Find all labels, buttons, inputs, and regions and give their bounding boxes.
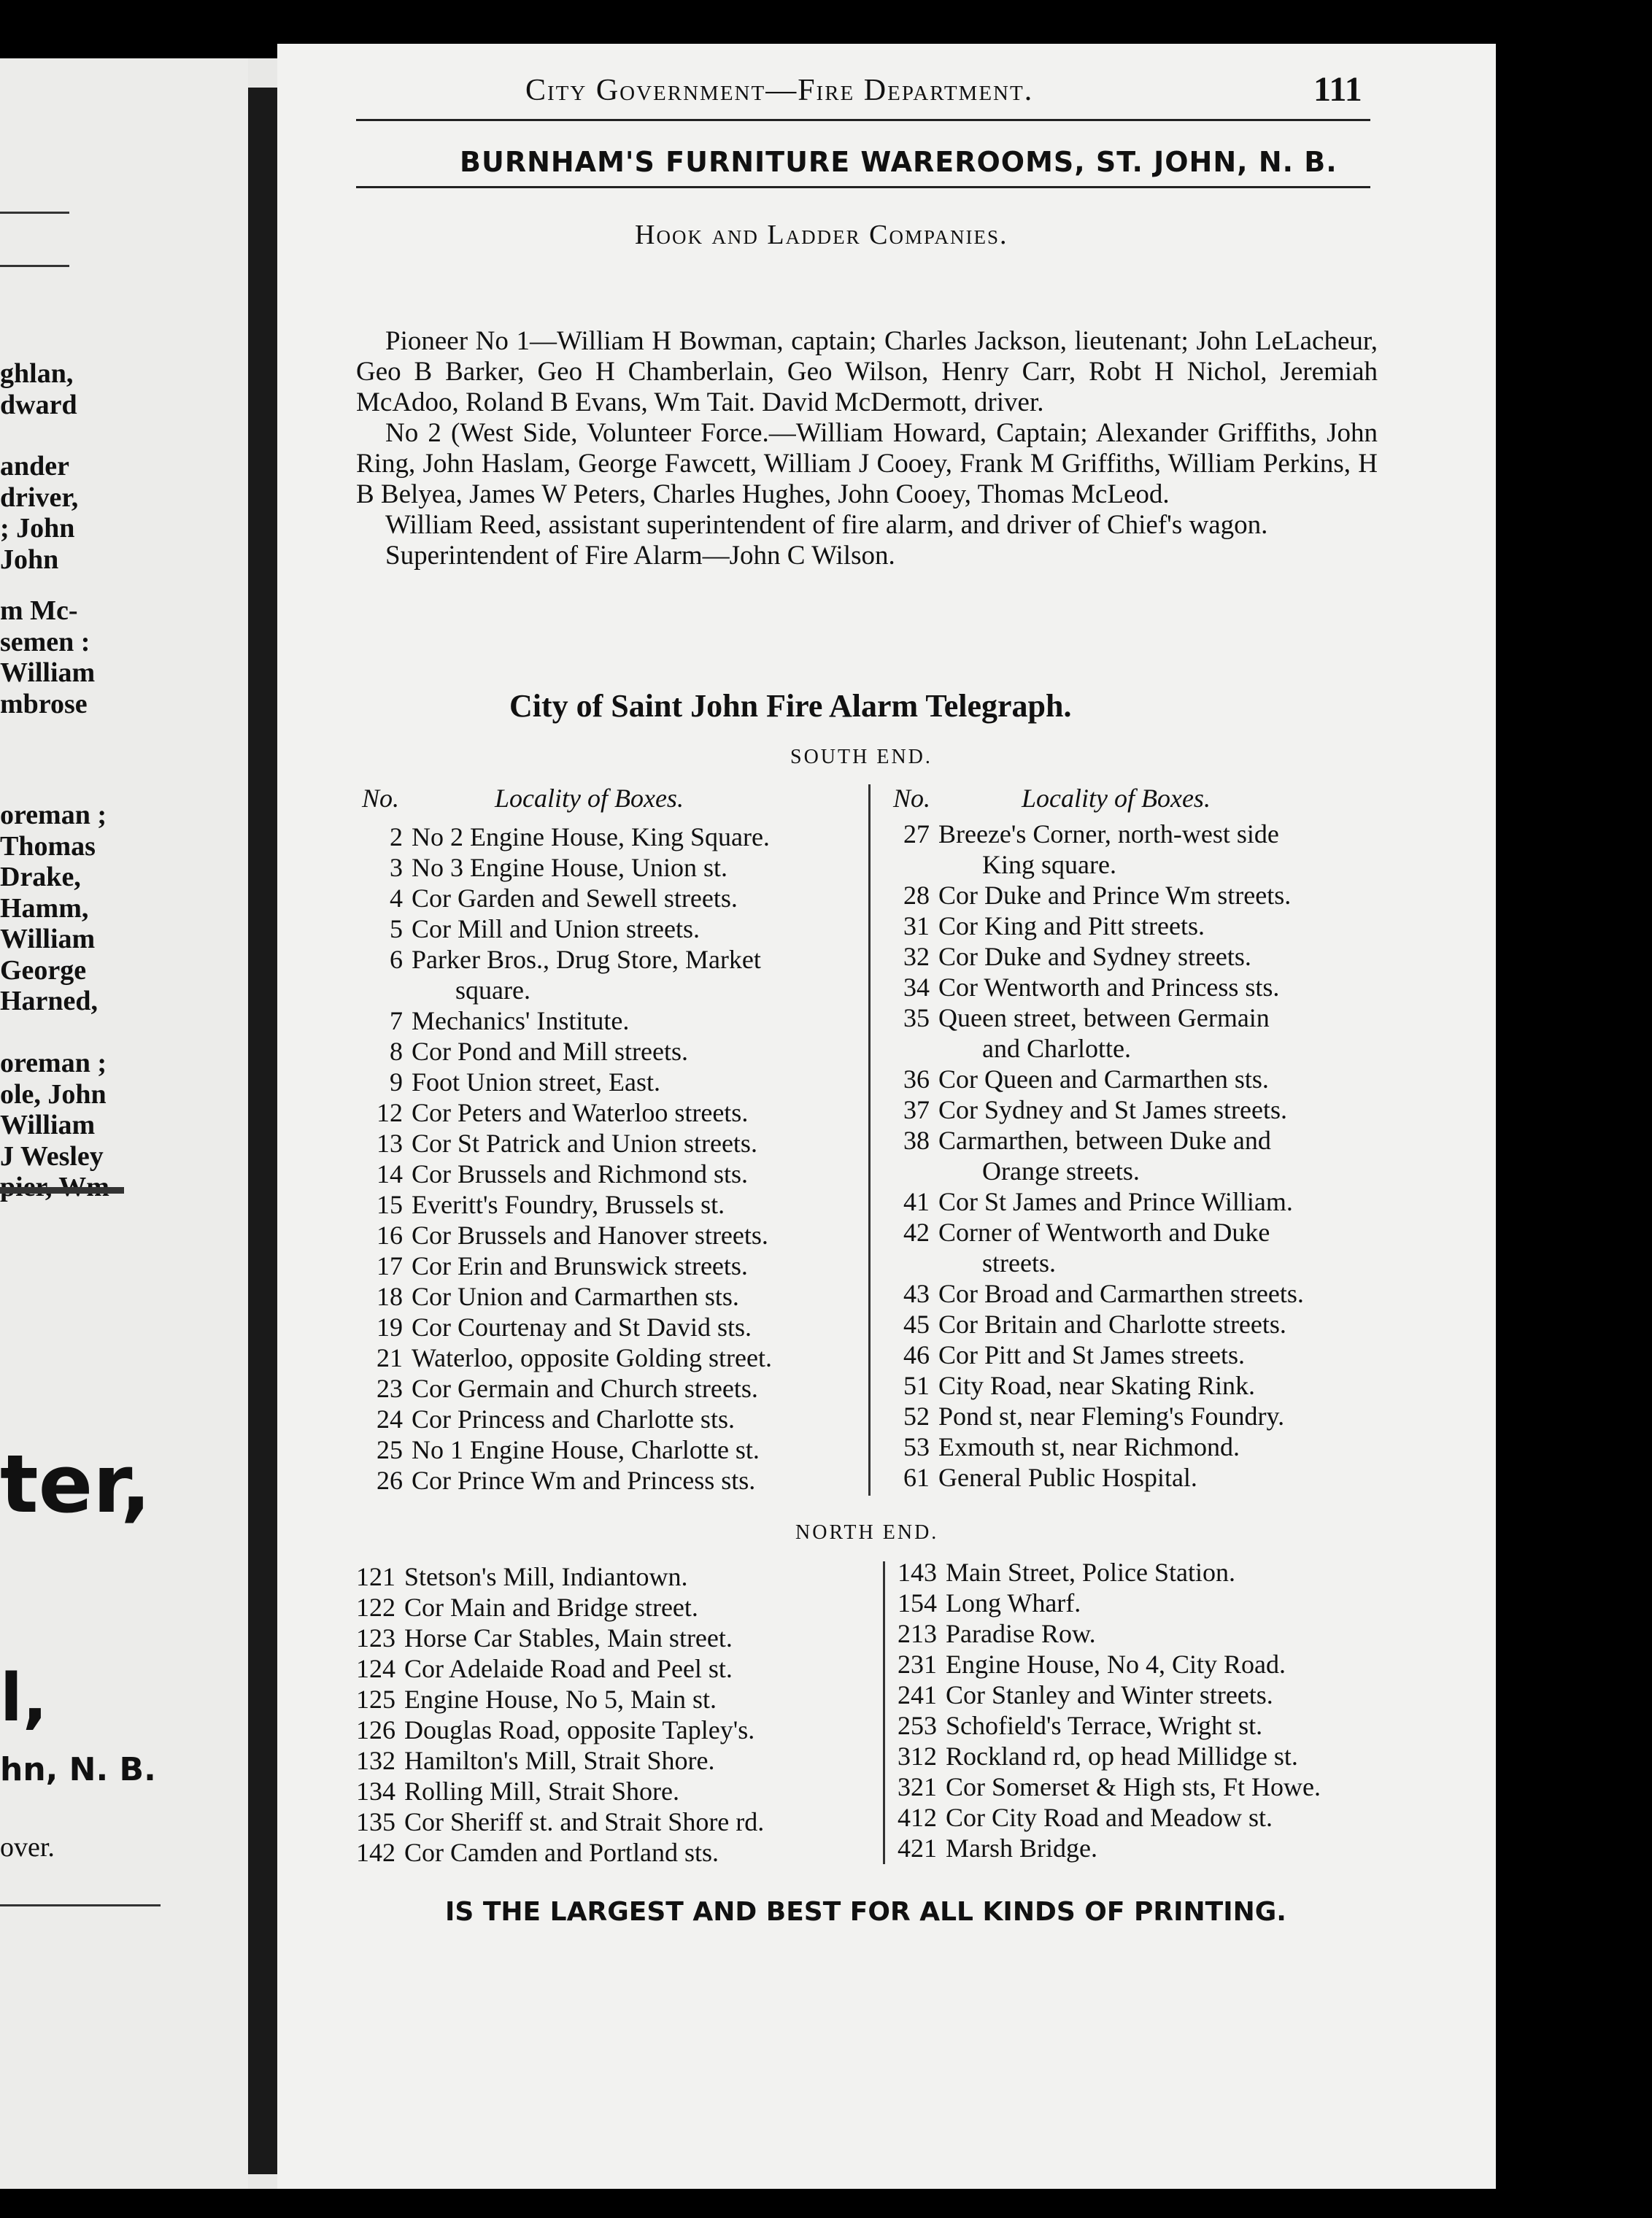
box-locality: Hamilton's Mill, Strait Shore. (404, 1746, 715, 1775)
paragraph: Superintendent of Fire Alarm—John C Wilson. (385, 541, 895, 571)
box-number: 28 (903, 881, 930, 910)
box-number: 16 (377, 1221, 403, 1250)
box-locality: Cor Germain and Church streets. (412, 1374, 758, 1403)
box-number: 321 (898, 1772, 937, 1801)
alarm-box-row (350, 1684, 764, 1715)
box-number: 13 (377, 1129, 403, 1158)
alarm-box-row (884, 941, 1304, 972)
box-number: 51 (903, 1371, 930, 1400)
box-number: 125 (356, 1685, 395, 1714)
alarm-box-row (884, 1186, 1304, 1217)
alarm-box-row (358, 944, 772, 975)
alarm-box-row (892, 1771, 1321, 1802)
alarm-box-row (358, 822, 772, 852)
alarm-box-row (884, 1340, 1304, 1370)
alarm-box-row (884, 1125, 1304, 1156)
box-number: 241 (898, 1680, 937, 1709)
col-header-no: No. (893, 784, 931, 813)
box-locality: Paradise Row. (946, 1619, 1096, 1648)
box-locality: Breeze's Corner, north-west side (938, 819, 1279, 849)
north-left-column (350, 1561, 764, 1868)
north-end-label: NORTH END. (795, 1521, 939, 1544)
alarm-box-row (358, 1036, 772, 1067)
box-locality: No 1 Engine House, Charlotte st. (412, 1435, 760, 1464)
alarm-box-row (884, 1064, 1304, 1094)
box-number: 134 (356, 1777, 395, 1806)
box-number: 31 (903, 911, 930, 940)
box-number: 231 (898, 1650, 937, 1679)
box-locality: Cor Duke and Prince Wm streets. (938, 881, 1292, 910)
left-page-fragment: oreman ; (0, 800, 107, 830)
box-number: 421 (898, 1833, 937, 1863)
box-locality: Cor Stanley and Winter streets. (946, 1680, 1273, 1709)
box-number: 126 (356, 1715, 395, 1744)
box-locality: Stetson's Mill, Indiantown. (404, 1562, 688, 1591)
left-page-rule (0, 212, 69, 214)
box-number: 142 (356, 1838, 395, 1867)
box-number: 23 (377, 1374, 403, 1403)
alarm-box-row (892, 1649, 1321, 1680)
box-locality: Cor Peters and Waterloo streets. (412, 1098, 749, 1127)
box-locality: Cor Mill and Union streets. (412, 914, 700, 943)
alarm-box-row (350, 1653, 764, 1684)
box-number: 143 (898, 1558, 937, 1587)
box-number: 15 (377, 1190, 403, 1219)
box-locality: Exmouth st, near Richmond. (938, 1432, 1240, 1461)
paragraph: Pioneer No 1—William H Bowman, captain; Charles Jackson, lieutenant; John LeLacheur, Geo B Barker, Geo H Chamberlain, Geo Wilson, Henry Carr, Robt H Nichol, Jeremiah McAdoo, Roland B Evans, Wm Tait. David McDermott, driver. (356, 326, 1378, 417)
alarm-box-row (884, 849, 1304, 880)
box-locality: King square. (982, 850, 1116, 879)
box-number (884, 1248, 938, 1278)
left-page-heavy-rule (0, 1187, 124, 1194)
alarm-box-row (884, 1462, 1304, 1493)
box-locality: Horse Car Stables, Main street. (404, 1623, 733, 1653)
alarm-box-row (358, 1373, 772, 1404)
box-locality: Cor Duke and Sydney streets. (938, 942, 1251, 971)
box-number: 37 (903, 1095, 930, 1124)
alarm-box-row (358, 1342, 772, 1373)
alarm-box-row (892, 1710, 1321, 1741)
box-locality: Cor Adelaide Road and Peel st. (404, 1654, 733, 1683)
alarm-box-row (884, 1309, 1304, 1340)
box-number: 7 (390, 1006, 403, 1035)
box-locality: Main Street, Police Station. (946, 1558, 1235, 1587)
box-locality: Cor Main and Bridge street. (404, 1593, 698, 1622)
box-locality: Pond st, near Fleming's Foundry. (938, 1402, 1285, 1431)
alarm-box-row (884, 1278, 1304, 1309)
box-number: 213 (898, 1619, 937, 1648)
box-number: 24 (377, 1404, 403, 1434)
box-number: 135 (356, 1807, 395, 1836)
alarm-box-row (350, 1715, 764, 1745)
left-page-fragment: Drake, (0, 862, 81, 892)
box-locality: Cor City Road and Meadow st. (946, 1803, 1273, 1832)
box-locality: Queen street, between Germain (938, 1003, 1270, 1032)
box-locality: Cor Camden and Portland sts. (404, 1838, 719, 1867)
left-page-fragment: John (0, 544, 59, 575)
box-number: 42 (903, 1218, 930, 1247)
box-locality: Cor St James and Prince William. (938, 1187, 1293, 1216)
alarm-box-row (350, 1623, 764, 1653)
box-locality: Cor Sydney and St James streets. (938, 1095, 1287, 1124)
alarm-box-row (358, 1220, 772, 1251)
left-page-rule (0, 1904, 161, 1906)
left-page-fragment: George (0, 955, 87, 986)
left-page-fragment: m Mc- (0, 595, 78, 626)
south-end-label: SOUTH END. (790, 746, 933, 768)
header-rule (356, 119, 1370, 121)
box-locality: Foot Union street, East. (412, 1067, 660, 1097)
box-number: 61 (903, 1463, 930, 1492)
left-page-fragment: ander (0, 451, 69, 482)
box-number: 122 (356, 1593, 395, 1622)
left-page-fragment: oreman ; (0, 1048, 107, 1078)
box-locality: Cor Britain and Charlotte streets. (938, 1310, 1286, 1339)
alarm-box-row (892, 1618, 1321, 1649)
box-locality: Cor St Patrick and Union streets. (412, 1129, 757, 1158)
box-number: 5 (390, 914, 403, 943)
alarm-box-row (358, 1312, 772, 1342)
alarm-box-row (892, 1557, 1321, 1588)
left-page-fragment: William (0, 657, 96, 688)
alarm-box-row (884, 1248, 1304, 1278)
box-locality: Cor Erin and Brunswick streets. (412, 1251, 748, 1280)
box-locality: Cor Princess and Charlotte sts. (412, 1404, 735, 1434)
box-number: 52 (903, 1402, 930, 1431)
box-locality: Cor Brussels and Richmond sts. (412, 1159, 749, 1189)
box-locality: and Charlotte. (982, 1034, 1131, 1063)
left-page-fragment: J Wesley (0, 1141, 104, 1172)
south-left-column (358, 822, 772, 1496)
box-number: 9 (390, 1067, 403, 1097)
box-locality: Marsh Bridge. (946, 1833, 1097, 1863)
alarm-box-row (358, 1251, 772, 1281)
box-number: 41 (903, 1187, 930, 1216)
alarm-box-row (358, 1067, 772, 1097)
alarm-box-row (358, 1005, 772, 1036)
left-page-ad-mid: l, (0, 1660, 48, 1736)
box-locality: Schofield's Terrace, Wright st. (946, 1711, 1263, 1740)
box-number: 46 (903, 1340, 930, 1369)
alarm-box-row (358, 1465, 772, 1496)
box-locality: Cor Sheriff st. and Strait Shore rd. (404, 1807, 765, 1836)
box-number: 25 (377, 1435, 403, 1464)
left-page-rule (0, 265, 69, 267)
box-number: 53 (903, 1432, 930, 1461)
alarm-box-row (358, 1128, 772, 1159)
left-page-fragment: ghlan, (0, 358, 74, 389)
box-number: 18 (377, 1282, 403, 1311)
running-title: City Government—Fire Department. (525, 74, 1034, 107)
box-number: 6 (390, 945, 403, 974)
box-locality: Cor Prince Wm and Princess sts. (412, 1466, 756, 1495)
box-locality: City Road, near Skating Rink. (938, 1371, 1255, 1400)
alarm-box-row (892, 1802, 1321, 1833)
alarm-box-row (350, 1561, 764, 1592)
hook-ladder-paragraphs (356, 326, 1378, 571)
col-header-no: No. (362, 784, 400, 813)
box-number: 154 (898, 1588, 937, 1618)
box-locality: Cor Union and Carmarthen sts. (412, 1282, 739, 1311)
alarm-box-row (892, 1741, 1321, 1771)
alarm-box-row (884, 1156, 1304, 1186)
header-ad-banner: BURNHAM'S FURNITURE WAREROOMS, ST. JOHN, N. B. (460, 146, 1338, 178)
left-page-fragment: ole, John (0, 1079, 107, 1110)
alarm-box-row (884, 972, 1304, 1002)
box-locality: Engine House, No 5, Main st. (404, 1685, 717, 1714)
box-number: 4 (390, 884, 403, 913)
alarm-heading: City of Saint John Fire Alarm Telegraph. (509, 688, 1072, 724)
alarm-box-row (358, 975, 772, 1005)
alarm-box-row (358, 913, 772, 944)
alarm-box-row (358, 1404, 772, 1434)
box-locality: Rolling Mill, Strait Shore. (404, 1777, 680, 1806)
box-number: 132 (356, 1746, 395, 1775)
box-number: 38 (903, 1126, 930, 1155)
box-locality: Long Wharf. (946, 1588, 1081, 1618)
left-page-ad-city: hn, N. B. (0, 1751, 156, 1788)
box-number: 32 (903, 942, 930, 971)
alarm-box-row (884, 1094, 1304, 1125)
box-locality: Cor Brussels and Hanover streets. (412, 1221, 768, 1250)
header-rule (356, 186, 1370, 188)
col-header-locality: Locality of Boxes. (495, 784, 684, 813)
alarm-box-row (884, 880, 1304, 911)
box-number: 17 (377, 1251, 403, 1280)
alarm-box-row (884, 819, 1304, 849)
box-locality: No 2 Engine House, King Square. (412, 822, 770, 851)
box-number: 36 (903, 1064, 930, 1094)
alarm-box-row (892, 1680, 1321, 1710)
box-locality: Cor Garden and Sewell streets. (412, 884, 738, 913)
section-heading: Hook and Ladder Companies. (635, 220, 1008, 250)
box-locality: Orange streets. (982, 1156, 1140, 1186)
alarm-box-row (884, 911, 1304, 941)
left-page (0, 58, 248, 2189)
alarm-box-row (350, 1776, 764, 1807)
box-number: 412 (898, 1803, 937, 1832)
box-number: 8 (390, 1037, 403, 1066)
alarm-box-row (884, 1401, 1304, 1431)
box-locality: Cor Somerset & High sts, Ft Howe. (946, 1772, 1321, 1801)
left-page-fragment: William (0, 924, 96, 954)
box-number: 43 (903, 1279, 930, 1308)
left-page-ad-big: ter, (0, 1437, 152, 1531)
box-locality: Mechanics' Institute. (412, 1006, 630, 1035)
box-locality: Cor Pond and Mill streets. (412, 1037, 688, 1066)
box-locality: Parker Bros., Drug Store, Market (412, 945, 761, 974)
box-number: 2 (390, 822, 403, 851)
box-locality: Cor Courtenay and St David sts. (412, 1313, 752, 1342)
alarm-box-row (884, 1033, 1304, 1064)
box-locality: Engine House, No 4, City Road. (946, 1650, 1286, 1679)
box-number: 45 (903, 1310, 930, 1339)
box-number: 124 (356, 1654, 395, 1683)
box-number (884, 1033, 938, 1064)
alarm-box-row (358, 1097, 772, 1128)
left-page-fragment: dward (0, 390, 77, 420)
box-locality: Cor King and Pitt streets. (938, 911, 1205, 940)
box-locality: Carmarthen, between Duke and (938, 1126, 1271, 1155)
alarm-box-row (884, 1217, 1304, 1248)
box-locality: Everitt's Foundry, Brussels st. (412, 1190, 725, 1219)
column-divider (883, 1561, 885, 1864)
box-locality: Cor Wentworth and Princess sts. (938, 973, 1280, 1002)
box-number: 14 (377, 1159, 403, 1189)
left-page-ad-small: over. (0, 1832, 55, 1863)
alarm-box-row (358, 1159, 772, 1189)
book-gutter (248, 88, 277, 2174)
box-number: 34 (903, 973, 930, 1002)
alarm-box-row (358, 1281, 772, 1312)
box-locality: Douglas Road, opposite Tapley's. (404, 1715, 755, 1744)
alarm-box-row (350, 1837, 764, 1868)
left-page-fragment: driver, (0, 482, 79, 513)
box-locality: General Public Hospital. (938, 1463, 1197, 1492)
left-page-fragment: mbrose (0, 689, 88, 719)
col-header-locality: Locality of Boxes. (1022, 784, 1211, 813)
box-number: 253 (898, 1711, 937, 1740)
north-right-column (892, 1557, 1321, 1863)
box-locality: Cor Queen and Carmarthen sts. (938, 1064, 1269, 1094)
alarm-box-row (350, 1592, 764, 1623)
paragraph: William Reed, assistant superintendent of fire alarm, and driver of Chief's wagon. (385, 510, 1268, 540)
box-number: 27 (903, 819, 930, 849)
alarm-box-row (892, 1833, 1321, 1863)
left-page-fragment: ; John (0, 513, 75, 544)
alarm-box-row (350, 1745, 764, 1776)
alarm-box-row (358, 883, 772, 913)
box-number (884, 1156, 938, 1186)
box-locality: Cor Pitt and St James streets. (938, 1340, 1245, 1369)
left-page-fragment: William (0, 1110, 96, 1140)
alarm-box-row (884, 1002, 1304, 1033)
alarm-box-row (350, 1807, 764, 1837)
box-number (884, 849, 938, 880)
alarm-box-row (358, 852, 772, 883)
footer-ad-banner: IS THE LARGEST AND BEST FOR ALL KINDS OF PRINTING. (445, 1897, 1286, 1927)
alarm-box-row (358, 1434, 772, 1465)
box-number: 26 (377, 1466, 403, 1495)
left-page-fragment: Harned, (0, 986, 99, 1016)
box-number: 123 (356, 1623, 395, 1653)
box-number: 312 (898, 1742, 937, 1771)
box-number: 12 (377, 1098, 403, 1127)
alarm-box-row (884, 1431, 1304, 1462)
box-locality: streets. (982, 1248, 1056, 1278)
box-locality: Corner of Wentworth and Duke (938, 1218, 1270, 1247)
box-number: 3 (390, 853, 403, 882)
alarm-box-row (358, 1189, 772, 1220)
box-number: 35 (903, 1003, 930, 1032)
box-number: 121 (356, 1562, 395, 1591)
box-number (358, 975, 412, 1005)
left-page-fragment: Hamm, (0, 893, 89, 924)
box-locality: Rockland rd, op head Millidge st. (946, 1742, 1298, 1771)
box-locality: Cor Broad and Carmarthen streets. (938, 1279, 1304, 1308)
box-locality: No 3 Engine House, Union st. (412, 853, 727, 882)
page-number: 111 (1313, 70, 1362, 109)
south-right-column (884, 819, 1304, 1493)
box-number: 21 (377, 1343, 403, 1372)
left-page-fragment: semen : (0, 627, 90, 657)
box-locality: square. (455, 975, 530, 1005)
column-divider (868, 784, 871, 1496)
left-page-fragment: Thomas (0, 831, 96, 862)
alarm-box-row (884, 1370, 1304, 1401)
box-locality: Waterloo, opposite Golding street. (412, 1343, 772, 1372)
alarm-box-row (892, 1588, 1321, 1618)
paragraph: No 2 (West Side, Volunteer Force.—William Howard, Captain; Alexander Griffiths, John Ring, John Haslam, George Fawcett, William J Cooey, Frank M Griffiths, William Perkins, H B Belyea, James W Peters, Charles Hughes, John Cooey, Thomas McLeod. (356, 418, 1378, 509)
box-number: 19 (377, 1313, 403, 1342)
